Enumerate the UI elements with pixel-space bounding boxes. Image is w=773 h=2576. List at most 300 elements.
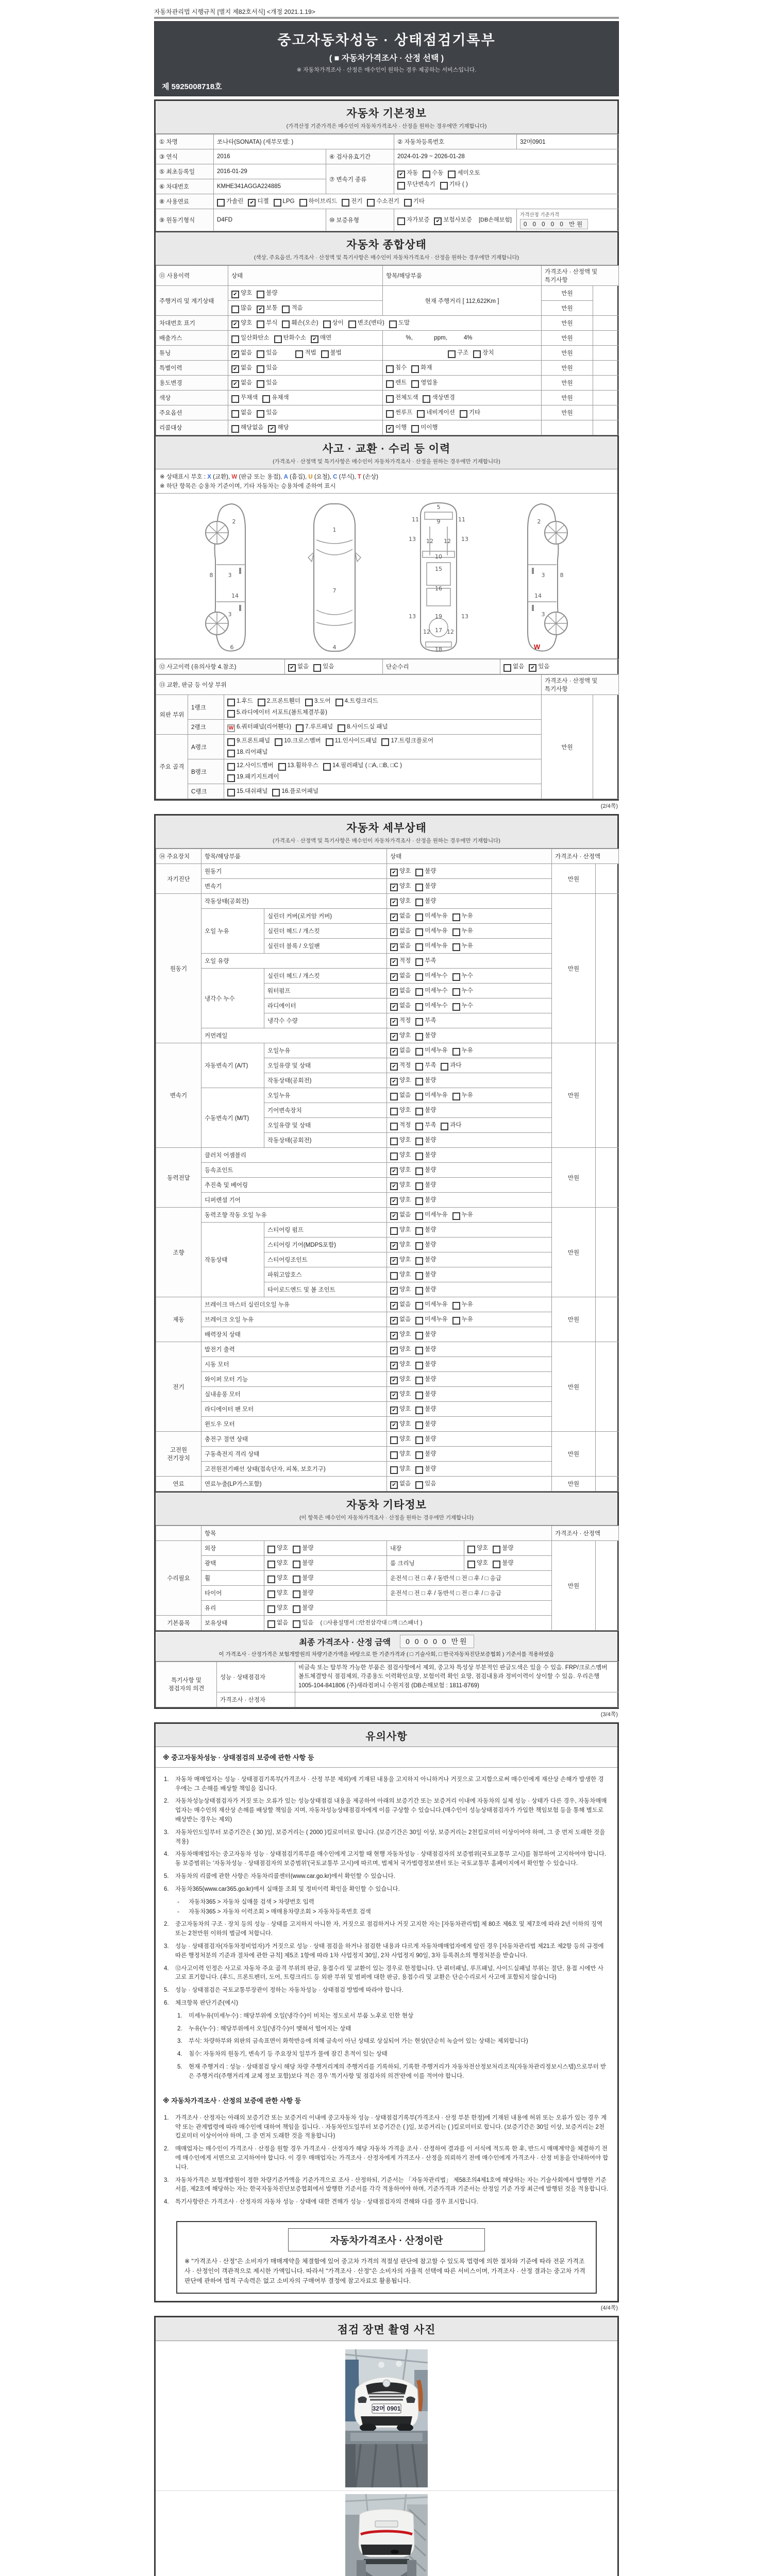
section-title: 점검 장면 촬영 사진: [337, 2324, 436, 2336]
checkbox-item[interactable]: [272, 787, 318, 796]
checkbox-item[interactable]: [295, 348, 316, 358]
checked-box-icon: ✔: [390, 1287, 398, 1295]
checkbox-item[interactable]: [390, 1001, 411, 1011]
checkbox-label: 2.프론트휀더: [266, 698, 300, 704]
checkbox-item[interactable]: [313, 662, 334, 672]
checkbox-item[interactable]: [335, 697, 378, 706]
checkbox-item[interactable]: [415, 1016, 436, 1026]
notice-item-text: 누유(누수) : 해당부위에서 오일(냉각수)이 맺혀서 떨어지는 상태: [189, 2025, 351, 2032]
checkbox-item[interactable]: [267, 1558, 288, 1568]
cell: 만원: [542, 376, 593, 391]
checkbox-item[interactable]: [415, 1180, 436, 1190]
checkbox-item[interactable]: [389, 318, 410, 328]
checkbox-item[interactable]: [415, 1031, 436, 1041]
checkbox-label: 양호: [399, 1137, 411, 1143]
checkbox-item[interactable]: [390, 1061, 411, 1071]
checkbox-item[interactable]: [415, 1121, 436, 1130]
checkbox-item[interactable]: [411, 378, 438, 388]
checkbox-item[interactable]: [415, 1315, 447, 1325]
checkbox-item[interactable]: [257, 318, 277, 328]
checkbox-item[interactable]: [342, 197, 362, 207]
cell: 운전석 □ 전 □ 후 / 동반석 □ 전 □ 후 / □ 응급: [387, 1586, 552, 1601]
checkbox-label: 있음: [266, 364, 278, 371]
checkbox-item[interactable]: [415, 1165, 436, 1175]
checkbox-item[interactable]: [386, 378, 407, 388]
checkbox-item[interactable]: [404, 197, 425, 207]
checkbox-item[interactable]: [415, 1419, 436, 1429]
cell: [596, 894, 619, 1043]
cell: ⑩ 보증유형: [326, 209, 394, 231]
checkbox-item[interactable]: [390, 1210, 411, 1220]
checkbox-item[interactable]: [452, 971, 473, 981]
checkbox-item[interactable]: [390, 1150, 411, 1160]
checkbox-item[interactable]: [448, 348, 468, 358]
unchecked-box-icon: [415, 1227, 423, 1235]
checkbox-item[interactable]: [448, 168, 480, 178]
checkbox-item[interactable]: [390, 867, 411, 876]
checkbox-item[interactable]: [288, 662, 309, 672]
checkbox-item[interactable]: [227, 708, 327, 718]
checkbox-item[interactable]: [415, 1225, 436, 1235]
checkbox-label: 있음: [302, 1619, 314, 1626]
checkbox-item[interactable]: [467, 1558, 488, 1568]
checkbox-item[interactable]: [257, 378, 277, 388]
checkbox-item[interactable]: [227, 736, 270, 746]
checkbox-item[interactable]: [423, 393, 455, 403]
cell: 항목/해당부품: [383, 266, 542, 286]
checkbox-item[interactable]: [415, 1464, 436, 1474]
checkbox-item[interactable]: [390, 1285, 411, 1295]
checkbox-item[interactable]: [267, 1588, 288, 1598]
checkbox-item[interactable]: [415, 1300, 447, 1310]
checkbox-item[interactable]: [231, 363, 252, 373]
checkbox-item[interactable]: [348, 318, 384, 328]
cell: ⑬ 교환, 판금 등 이상 부위: [156, 675, 542, 695]
cell: [387, 1058, 552, 1073]
notice-item: [177, 2063, 609, 2081]
checkbox-item[interactable]: [386, 393, 418, 403]
checkbox-label: 없음: [241, 364, 253, 371]
checkbox-item[interactable]: [415, 971, 447, 981]
checkbox-item[interactable]: [452, 1315, 473, 1325]
checkbox-label: 불량: [425, 1137, 436, 1143]
checkbox-item[interactable]: [390, 1345, 411, 1354]
checkbox-item[interactable]: [390, 1136, 411, 1145]
checkbox-item[interactable]: [257, 363, 277, 373]
state-code-legend: [156, 469, 617, 482]
checkbox-item[interactable]: [415, 1434, 436, 1444]
checkbox-item[interactable]: [390, 1449, 411, 1459]
checkbox-item[interactable]: [452, 1046, 473, 1056]
checkbox-label: 불량: [425, 868, 436, 874]
checkbox-label: 불량: [425, 1196, 436, 1203]
state-code-letter: C: [333, 474, 338, 480]
checkbox-item[interactable]: [415, 1240, 436, 1250]
checkbox-item[interactable]: [415, 1270, 436, 1280]
checkbox-item[interactable]: [390, 941, 411, 951]
checkbox-item[interactable]: [415, 882, 436, 891]
checkbox-item[interactable]: [323, 761, 402, 771]
checkbox-item[interactable]: [441, 1061, 461, 1071]
checkbox-item[interactable]: [415, 1136, 436, 1145]
checkbox-item[interactable]: [390, 1225, 411, 1235]
checkbox-item[interactable]: [227, 697, 253, 706]
checkbox-item[interactable]: [452, 1091, 473, 1100]
checkbox-item[interactable]: [386, 408, 412, 418]
checkbox-item[interactable]: [390, 882, 411, 891]
checkbox-item[interactable]: [338, 722, 388, 732]
checkbox-label: 기타 ( ): [449, 181, 468, 188]
checkbox-label: 불량: [425, 1405, 436, 1412]
checkbox-item[interactable]: [227, 748, 267, 757]
checkbox-item[interactable]: [267, 1603, 288, 1613]
checkbox-item[interactable]: [390, 1330, 411, 1340]
checkbox-item[interactable]: [257, 348, 277, 358]
unchecked-box-icon: [452, 1212, 460, 1220]
checkbox-item[interactable]: [390, 1419, 411, 1429]
checkbox-label: 많음: [241, 304, 253, 311]
checkbox-item[interactable]: [415, 1360, 436, 1369]
checked-box-icon: ✔: [397, 171, 405, 178]
checkbox-item[interactable]: [390, 911, 411, 921]
checkbox-label: 10.크로스멤버: [284, 738, 321, 744]
notice-item: [177, 2025, 609, 2034]
notice-item-number: 4.: [164, 2199, 169, 2206]
unchecked-box-icon: [338, 724, 345, 732]
checkbox-item[interactable]: [231, 378, 252, 388]
checkbox-item[interactable]: [267, 1573, 288, 1583]
unchecked-box-icon: [258, 699, 265, 706]
engine-type: D4FD: [214, 209, 326, 231]
checkbox-item[interactable]: [326, 736, 377, 746]
price-appraisal-box: [176, 2221, 597, 2294]
checkbox-item[interactable]: [305, 697, 331, 706]
checkbox-item[interactable]: [390, 1270, 411, 1280]
checkbox-item[interactable]: [231, 289, 252, 298]
checkbox-item[interactable]: [274, 333, 306, 343]
checkbox-item[interactable]: [452, 1300, 473, 1310]
checkbox-item[interactable]: [293, 1588, 313, 1598]
checkbox-item[interactable]: [423, 168, 443, 178]
checkbox-item[interactable]: [415, 941, 447, 951]
checkbox-item[interactable]: [415, 1389, 436, 1399]
checkbox-item[interactable]: [262, 393, 289, 403]
checkbox-item[interactable]: [415, 1195, 436, 1205]
checkbox-item[interactable]: [293, 1558, 313, 1568]
checkbox-label: 자동: [407, 170, 418, 176]
unchecked-box-icon: [295, 350, 303, 358]
checkbox-label: 있음: [266, 409, 278, 416]
unchecked-box-icon: [415, 1242, 423, 1250]
checkbox-item[interactable]: [323, 318, 344, 328]
checkbox-item[interactable]: [415, 1106, 436, 1115]
checkbox-item[interactable]: [390, 1076, 411, 1086]
checkbox-item[interactable]: [452, 1210, 473, 1220]
checkbox-item[interactable]: [415, 1449, 436, 1459]
checkbox-item[interactable]: [452, 911, 473, 921]
checkbox-label: 적정: [399, 1062, 411, 1069]
checkbox-item[interactable]: [386, 423, 407, 433]
checkbox-item[interactable]: [415, 1210, 447, 1220]
checkbox-label: 불량: [266, 290, 278, 296]
notice-item: [164, 1964, 609, 1983]
checkbox-item[interactable]: [415, 1061, 436, 1071]
checkbox-item[interactable]: [415, 867, 436, 876]
cell: [593, 286, 619, 316]
checked-box-icon: ✔: [390, 1078, 398, 1086]
cell: [596, 1148, 619, 1208]
notice-list-a: [156, 1768, 617, 2090]
checkbox-item[interactable]: [231, 333, 270, 343]
checkbox-item[interactable]: [440, 180, 468, 190]
panel-number-label: 13: [461, 536, 468, 543]
checkbox-item[interactable]: [267, 1544, 288, 1553]
checkbox-label: 미세누유: [425, 927, 448, 934]
checkbox-item[interactable]: [231, 408, 252, 418]
unchecked-box-icon: [415, 869, 423, 876]
cell: 가격조사 · 산정액 및 특기사항: [542, 266, 619, 286]
cell: [593, 391, 619, 405]
checkbox-item[interactable]: [390, 1300, 411, 1310]
checkbox-label: 5.라디에이터 서포트(볼트체결부품): [237, 709, 327, 716]
checkbox-item[interactable]: [415, 911, 447, 921]
checkbox-item[interactable]: [257, 408, 277, 418]
checkbox-item[interactable]: [467, 1544, 488, 1553]
unchecked-box-icon: [231, 306, 239, 313]
cell: 배력장치 상태: [201, 1327, 387, 1342]
checkbox-item[interactable]: [417, 408, 455, 418]
checked-box-icon: ✔: [288, 664, 296, 672]
checkbox-item[interactable]: [293, 1573, 313, 1583]
overall-state-table: [156, 265, 619, 435]
unchecked-box-icon: [415, 1108, 423, 1115]
checkbox-item[interactable]: [258, 697, 300, 706]
checkbox-item[interactable]: [268, 423, 289, 433]
checkbox-item[interactable]: [390, 1464, 411, 1474]
checkbox-item[interactable]: [415, 1001, 447, 1011]
panel-number-label: 1: [332, 527, 337, 533]
checkbox-item[interactable]: [390, 1091, 411, 1100]
checkbox-item[interactable]: [386, 363, 407, 373]
checkbox-item[interactable]: [452, 986, 473, 996]
checkbox-item[interactable]: [274, 198, 295, 207]
checkbox-item[interactable]: [493, 1558, 513, 1568]
checkbox-item[interactable]: [460, 408, 480, 418]
cell: [387, 1163, 552, 1178]
checkbox-item[interactable]: [397, 215, 429, 225]
checkbox-item[interactable]: [390, 956, 411, 966]
checkbox-item[interactable]: [390, 896, 411, 906]
checkbox-item[interactable]: [415, 1076, 436, 1086]
unchecked-box-icon: [275, 738, 282, 746]
checkbox-item[interactable]: [411, 363, 432, 373]
checkbox-item[interactable]: [452, 926, 473, 936]
cell: 작동상태(공회전): [264, 1073, 387, 1088]
checkbox-item[interactable]: [227, 761, 274, 771]
checkbox-item[interactable]: [415, 1255, 436, 1265]
panel-number-label: 17: [435, 627, 442, 634]
unchecked-box-icon: [397, 217, 405, 225]
car-diagram-side-left: [192, 500, 269, 654]
checkbox-item[interactable]: [231, 348, 252, 358]
checkbox-item[interactable]: [275, 736, 321, 746]
panel-number-label: 5: [436, 504, 441, 511]
checkbox-item[interactable]: [473, 348, 494, 358]
checkbox-item[interactable]: [390, 1479, 411, 1489]
cell: [224, 784, 542, 799]
checkbox-label: 양호: [399, 1256, 411, 1263]
unchecked-box-icon: [452, 913, 460, 921]
checkbox-item[interactable]: [415, 1046, 447, 1056]
checkbox-item[interactable]: [415, 1330, 436, 1340]
panel-number-label: 18: [435, 646, 442, 653]
checkbox-item[interactable]: [293, 1544, 313, 1553]
unchecked-box-icon: [460, 410, 467, 418]
checked-box-icon: ✔: [434, 217, 442, 225]
checkbox-item[interactable]: [390, 1434, 411, 1444]
checkbox-item[interactable]: [390, 1240, 411, 1250]
unchecked-box-icon: [415, 1078, 423, 1086]
cell: 주요옵션: [156, 405, 228, 420]
checkbox-item[interactable]: [248, 197, 268, 207]
checkbox-item[interactable]: [217, 197, 243, 207]
cell: [383, 420, 542, 435]
cell: 만원: [552, 1342, 596, 1432]
checkbox-item[interactable]: [227, 772, 279, 782]
cell: [156, 1526, 201, 1541]
unchecked-box-icon: [227, 738, 235, 746]
checkbox-label: 불량: [425, 1450, 436, 1457]
unchecked-box-icon: [452, 988, 460, 996]
checkbox-item[interactable]: [390, 1315, 411, 1325]
checkbox-item[interactable]: [415, 1150, 436, 1160]
checkbox-item[interactable]: [390, 986, 411, 996]
checkbox-item[interactable]: [390, 1360, 411, 1369]
final-price-note: 이 가격조사 · 산정가격은 보험개발원의 차량기준가액을 바탕으로 한 기준가격과 ( □ 기술사회, □ 한국자동차진단보증협회 ) 기준서를 적용하였음: [219, 1651, 554, 1657]
cell: 고전원 전기장치: [156, 1432, 201, 1477]
checkbox-item[interactable]: [415, 1404, 436, 1414]
checkbox-label: 없음: [399, 1480, 411, 1487]
checkbox-item[interactable]: [227, 722, 291, 732]
notice-item-number: 6.: [164, 2000, 169, 2006]
cell: 추진축 및 베어링: [201, 1178, 387, 1193]
checkbox-item[interactable]: [415, 1375, 436, 1384]
checkbox-label: 적법: [305, 349, 316, 356]
checkbox-item[interactable]: [397, 168, 418, 178]
cell: [387, 1073, 552, 1088]
checkbox-item[interactable]: [299, 197, 338, 207]
checkbox-item[interactable]: [390, 1016, 411, 1026]
unchecked-box-icon: [415, 1436, 423, 1444]
checkbox-item[interactable]: [367, 197, 399, 207]
cell: 스티어링조인트: [264, 1252, 387, 1267]
checkbox-item[interactable]: [257, 303, 277, 313]
checkbox-item[interactable]: [529, 662, 549, 672]
checkbox-item[interactable]: [390, 1121, 411, 1130]
photo-header: [156, 2317, 617, 2341]
cell: [593, 346, 619, 361]
checkbox-item[interactable]: [257, 289, 277, 298]
checkbox-item[interactable]: [390, 926, 411, 936]
checkbox-item[interactable]: [390, 1106, 411, 1115]
checkbox-item[interactable]: [282, 303, 303, 313]
checkbox-item[interactable]: [390, 1404, 411, 1414]
checkbox-item[interactable]: [415, 896, 436, 906]
checkbox-item[interactable]: [231, 318, 252, 328]
checkbox-item[interactable]: [452, 941, 473, 951]
unchecked-box-icon: [293, 1590, 300, 1598]
checkbox-label: 탄화수소: [283, 334, 306, 341]
checkbox-item[interactable]: [293, 1603, 313, 1613]
checkbox-item[interactable]: [434, 215, 472, 225]
notice-item-text: ⑫사고이력 인정은 사고로 자동차 주요 골격 부위의 판금, 용접수리 및 교환이 있는 경우로 한정합니다. 단 쿼터패널, 루프패널, 사이드실패널 부위는 절단, 용접 시에만 사고로 표기합니다. (후드, 프론트펜더, 도어, 트렁크리드 등 외판 부위 및 범퍼에 대한 판금, 용접수리 및 교환은 단순수리로서 사고에 포함되지 않습니다): [175, 1965, 603, 1981]
checkbox-item[interactable]: [231, 393, 258, 403]
checkbox-item[interactable]: [411, 423, 438, 433]
checkbox-item[interactable]: [390, 1389, 411, 1399]
checkbox-item[interactable]: [390, 1255, 411, 1265]
panel-number-label: 2: [537, 518, 541, 525]
checkbox-item[interactable]: [390, 971, 411, 981]
checkbox-item[interactable]: [415, 1091, 447, 1100]
basic-info-table: [156, 134, 619, 231]
checkbox-item[interactable]: [296, 722, 333, 732]
checkbox-item[interactable]: [415, 1479, 436, 1489]
checkbox-item[interactable]: [390, 1046, 411, 1056]
checkbox-item[interactable]: [390, 1165, 411, 1175]
checkbox-item[interactable]: [503, 662, 524, 672]
checkbox-item[interactable]: [293, 1618, 313, 1628]
checkbox-item[interactable]: [231, 303, 252, 313]
inspection-period: 2024-01-29 ~ 2026-01-28: [394, 149, 619, 164]
checkbox-item[interactable]: [381, 736, 433, 746]
checkbox-item[interactable]: [282, 318, 318, 328]
checkbox-label: 누유: [461, 942, 473, 949]
checkbox-label: 불량: [302, 1604, 314, 1611]
unchecked-box-icon: [227, 774, 235, 782]
checkbox-item[interactable]: [415, 1285, 436, 1295]
checkbox-item[interactable]: [415, 926, 447, 936]
checkbox-item[interactable]: [390, 1031, 411, 1041]
page1-block: [154, 99, 619, 801]
document-subtitle: ( ■ 자동차가격조사 · 산정 선택 ): [329, 54, 444, 63]
checkbox-item[interactable]: [231, 423, 263, 433]
checkbox-item[interactable]: [452, 1001, 473, 1011]
checkbox-item[interactable]: [390, 1195, 411, 1205]
notice-item: [164, 2145, 609, 2172]
notice-item: [164, 1999, 609, 2008]
checkbox-item[interactable]: [278, 761, 318, 771]
cell: 만원: [542, 346, 593, 361]
accident-history-header: [156, 435, 617, 469]
checkbox-item[interactable]: [390, 1375, 411, 1384]
checkbox-item[interactable]: [415, 1345, 436, 1354]
checkbox-item[interactable]: [311, 333, 331, 343]
checkbox-label: 불량: [425, 1435, 436, 1442]
checkbox-item[interactable]: [493, 1544, 513, 1553]
cell: [387, 1028, 552, 1043]
checkbox-item[interactable]: [397, 180, 435, 190]
checkbox-item[interactable]: [415, 986, 447, 996]
checkbox-item[interactable]: [227, 787, 267, 796]
notice-item-text: 가격조사 · 산정자는 아래의 보증기간 또는 보증거리 이내에 중고자동차 성능 · 상태점검기록부(가격조사 · 산정 부분 한정)에 기재된 내용에 허위 또는 오류가 있는 경우 계약 또는 관계법령에 따라 매수인에 대하여 책임을 집니다. · 자동차인도일부터 보증기간은 ( )일, 보증거리는 ( )킬로미터로 합니다. (보증기간은 30일 이상, 보증거리는 2천킬로미터 이상이어야 하며, 그 중 먼저 도래한 것을 적용합니다): [175, 2114, 607, 2140]
checkbox-item[interactable]: [390, 1180, 411, 1190]
checkbox-item[interactable]: [321, 348, 342, 358]
checkbox-label: 불량: [425, 1256, 436, 1263]
checkbox-item[interactable]: [415, 956, 436, 966]
checkbox-item[interactable]: [441, 1121, 461, 1130]
cell: [228, 331, 383, 346]
checkbox-item[interactable]: [267, 1618, 288, 1628]
